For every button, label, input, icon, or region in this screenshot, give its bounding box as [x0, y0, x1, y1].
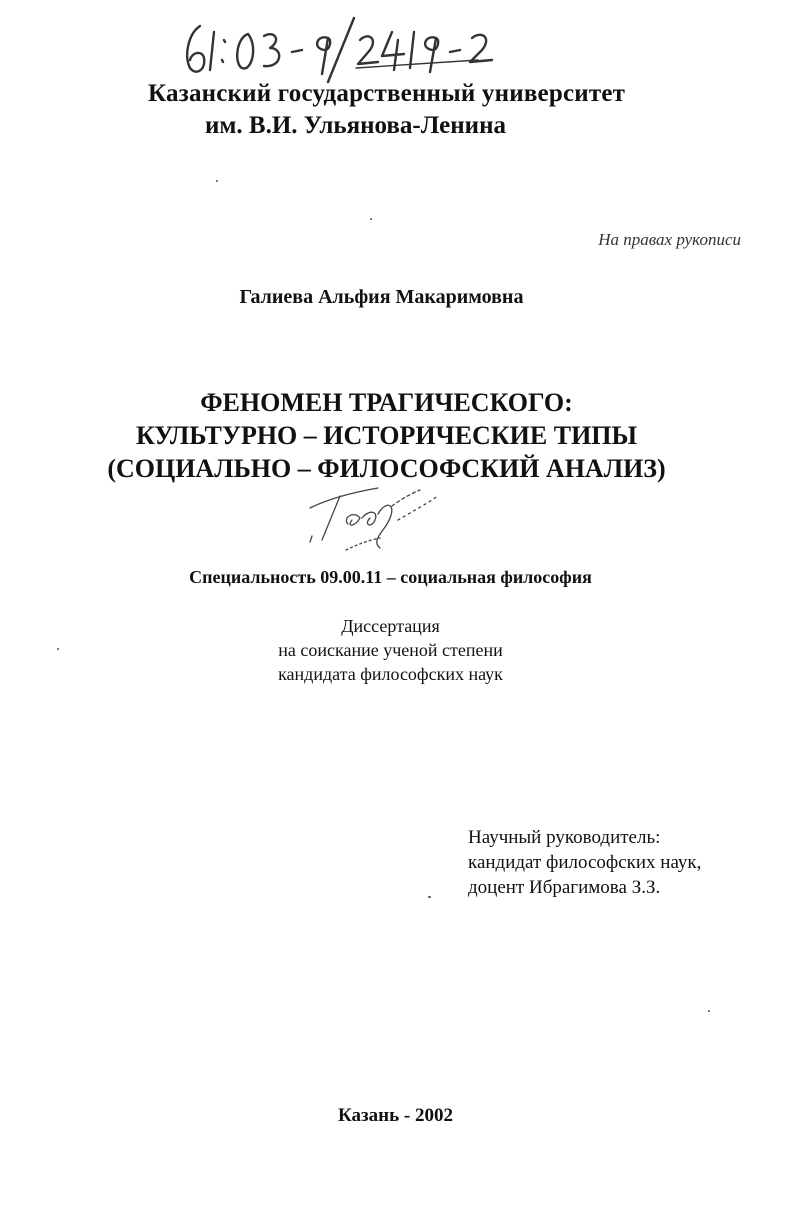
- scan-speck: [216, 180, 218, 182]
- signature: [300, 478, 445, 553]
- title-line: КУЛЬТУРНО – ИСТОРИЧЕСКИЕ ТИПЫ: [135, 421, 638, 450]
- city-year: Казань - 2002: [338, 1105, 453, 1126]
- scan-speck: [708, 1010, 710, 1012]
- author-name: Галиева Альфия Макаримовна: [239, 286, 524, 308]
- supervisor-line: Научный руководитель:: [468, 827, 661, 848]
- dissertation-purpose: [0, 614, 793, 686]
- scan-speck: [57, 648, 59, 650]
- dissertation-line: кандидата философских наук: [278, 664, 503, 684]
- dissertation-line: на соискание ученой степени: [278, 640, 503, 660]
- supervisor-block: [468, 825, 701, 900]
- specialty: Специальность 09.00.11 – социальная философия: [189, 567, 592, 587]
- title-line: (СОЦИАЛЬНО – ФИЛОСОФСКИЙ АНАЛИЗ): [107, 454, 666, 483]
- scan-speck: [428, 896, 431, 898]
- university-name: Казанский государственный университет: [148, 80, 626, 107]
- supervisor-line: доцент Ибрагимова З.З.: [468, 877, 661, 898]
- university-honorific: им. В.И. Ульянова-Ленина: [205, 112, 506, 139]
- dissertation-line: Диссертация: [341, 616, 440, 636]
- supervisor-line: кандидат философских наук,: [468, 852, 702, 873]
- title-line: ФЕНОМЕН ТРАГИЧЕСКОГО:: [200, 388, 573, 417]
- dissertation-title: [0, 386, 793, 485]
- scan-speck: [370, 218, 372, 220]
- handwritten-archive-code: [178, 12, 508, 84]
- manuscript-note: На правах рукописи: [598, 230, 741, 249]
